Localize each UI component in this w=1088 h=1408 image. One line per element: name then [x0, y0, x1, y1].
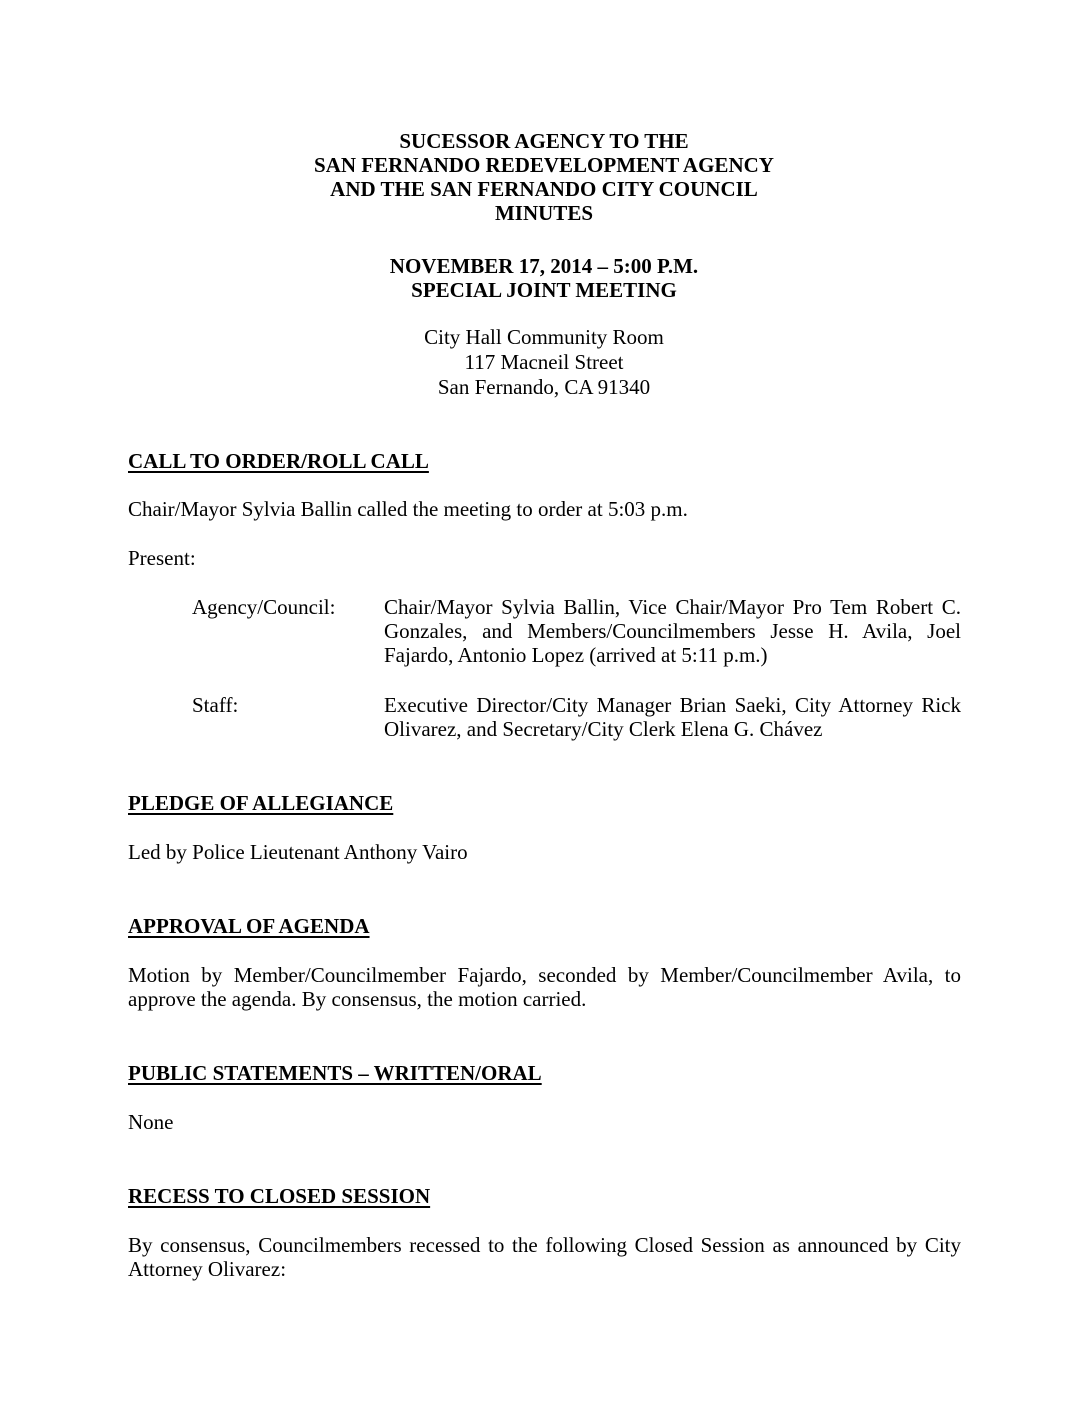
call-to-order-text: Chair/Mayor Sylvia Ballin called the meeting to order at 5:03 p.m.: [128, 497, 688, 521]
agency-council-label: Agency/Council:: [192, 595, 336, 619]
staff-members: Executive Director/City Manager Brian Saeki, City Attorney Rick Olivarez, and Secretary/City Clerk Elena G. Chávez: [384, 693, 961, 741]
title-line: SAN FERNANDO REDEVELOPMENT AGENCY: [314, 153, 774, 177]
pledge-text: Led by Police Lieutenant Anthony Vairo: [128, 840, 468, 864]
location-line: 117 Macneil Street: [464, 350, 624, 374]
meeting-info: [0, 254, 1088, 302]
pledge-heading: PLEDGE OF ALLEGIANCE: [128, 791, 394, 815]
title-line: AND THE SAN FERNANDO CITY COUNCIL: [330, 177, 758, 201]
approval-of-agenda-text: Motion by Member/Councilmember Fajardo, seconded by Member/Councilmember Avila, to approve the agenda. By consensus, the motion carried.: [128, 963, 961, 1011]
location-line: City Hall Community Room: [424, 325, 664, 349]
call-to-order-heading: CALL TO ORDER/ROLL CALL: [128, 449, 429, 473]
document-title: [0, 129, 1088, 225]
meeting-type: SPECIAL JOINT MEETING: [411, 278, 677, 302]
public-statements-heading: PUBLIC STATEMENTS – WRITTEN/ORAL: [128, 1061, 542, 1085]
present-label: Present:: [128, 546, 196, 570]
recess-text: By consensus, Councilmembers recessed to the following Closed Session as announced by City Attorney Olivarez:: [128, 1233, 961, 1281]
recess-heading: RECESS TO CLOSED SESSION: [128, 1184, 431, 1208]
location-line: San Fernando, CA 91340: [437, 375, 651, 399]
agency-council-members: Chair/Mayor Sylvia Ballin, Vice Chair/Mayor Pro Tem Robert C. Gonzales, and Members/Councilmembers Jesse H. Avila, Joel Fajardo, Antonio Lopez (arrived at 5:11 p.m.): [384, 595, 961, 667]
staff-label: Staff:: [192, 693, 239, 717]
meeting-location: [0, 325, 1088, 400]
meeting-date: NOVEMBER 17, 2014 – 5:00 P.M.: [389, 254, 699, 278]
title-line: MINUTES: [494, 201, 594, 225]
approval-of-agenda-heading: APPROVAL OF AGENDA: [128, 914, 370, 938]
public-statements-text: None: [128, 1110, 174, 1134]
title-line: SUCESSOR AGENCY TO THE: [399, 129, 689, 153]
